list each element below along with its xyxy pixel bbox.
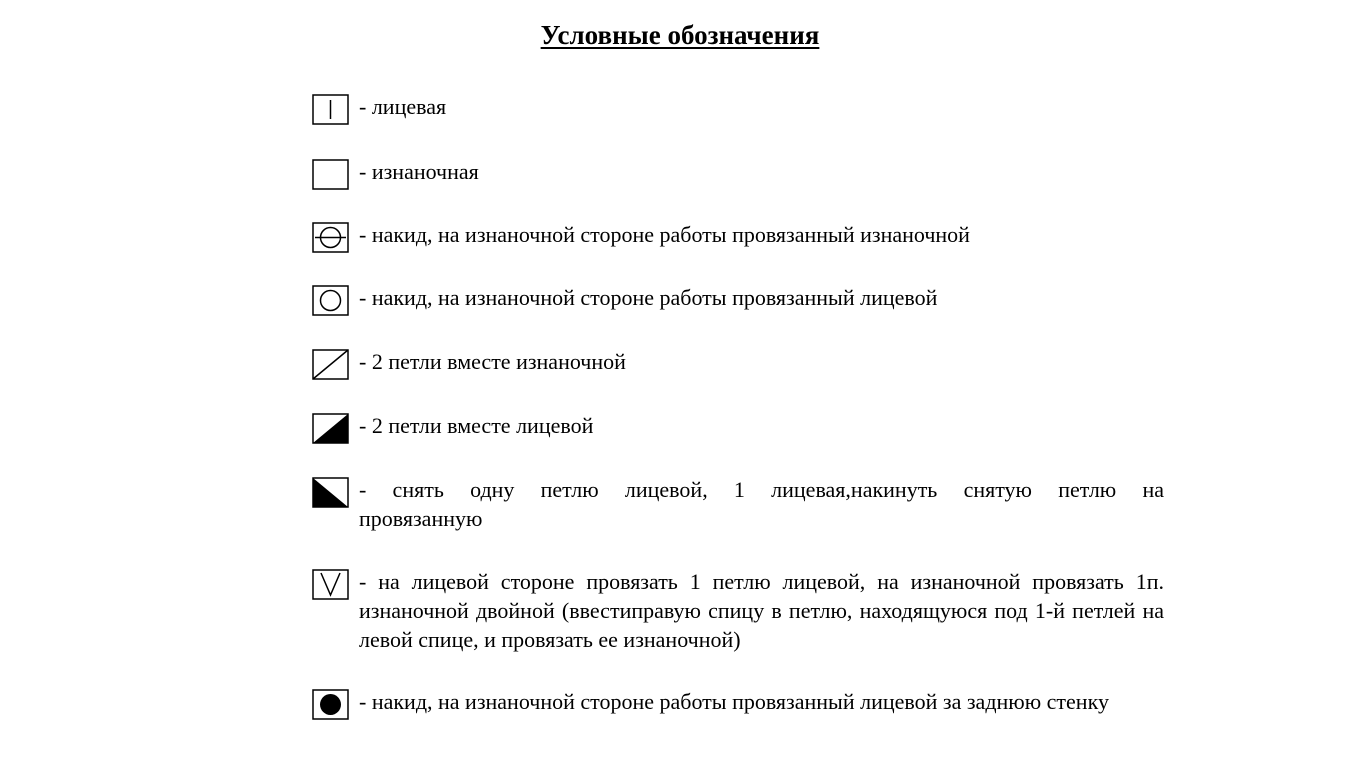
legend-title: Условные обозначения xyxy=(540,20,820,50)
legend-item-text: - накид, на изнаночной стороне работы провязанный лицевой за заднюю стенку xyxy=(359,689,1109,714)
legend-item-text: - изнаночная xyxy=(359,159,479,184)
legend-item-text: - 2 петли вместе изнаночной xyxy=(359,349,626,374)
legend-item-text: - накид, на изнаночной стороне работы провязанный лицевой xyxy=(359,285,938,310)
v-shape-icon xyxy=(312,569,349,600)
legend-item-text: - накид, на изнаночной стороне работы провязанный изнаночной xyxy=(359,222,970,247)
filled-lower-triangle-icon xyxy=(312,413,349,444)
filled-upper-triangle-icon xyxy=(312,477,349,508)
legend-item-text: - снять одну петлю лицевой, 1 лицевая,накинуть снятую петлю на провязанную xyxy=(359,477,1164,531)
purl-stitch-icon xyxy=(312,159,349,190)
legend-item-text: - лицевая xyxy=(359,94,447,119)
circle-icon xyxy=(312,285,349,316)
knit-stitch-icon xyxy=(312,94,349,125)
filled-circle-icon xyxy=(312,689,349,720)
legend-item-text: - 2 петли вместе лицевой xyxy=(359,413,594,438)
diagonal-line-icon xyxy=(312,349,349,380)
legend-item-text: - на лицевой стороне провязать 1 петлю лицевой, на изнаночной провязать 1п. изнаночной двойной (ввестиправую спицу в петлю, находящуюся под 1-й петлей на левой спице, и провязать ее изнаночной) xyxy=(359,569,1164,652)
crossed-circle-icon xyxy=(312,222,349,253)
